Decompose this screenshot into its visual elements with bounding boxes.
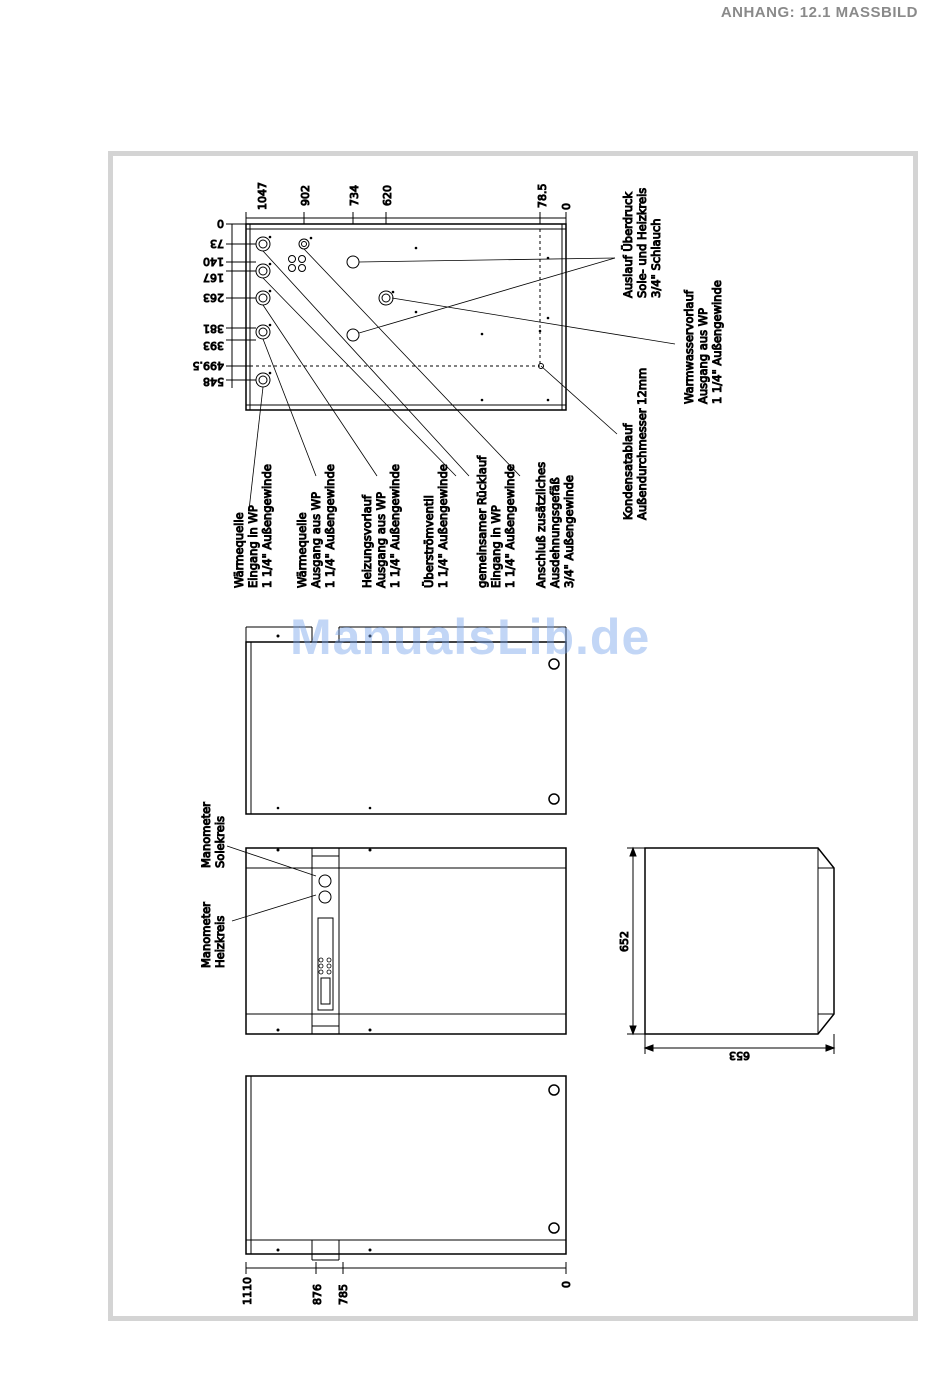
dim-top-0: 0 xyxy=(560,203,573,210)
label-ruecklauf xyxy=(475,455,517,588)
dim-bottom-1110: 1110 xyxy=(241,1277,254,1305)
page-header: ANHANG: 12.1 MASSBILD xyxy=(720,4,918,21)
control-panel xyxy=(312,848,339,1034)
svg-text:Manometer: Manometer xyxy=(199,902,213,968)
svg-text:1 1/4" Außengewinde: 1 1/4" Außengewinde xyxy=(436,464,450,588)
top-view-outline xyxy=(246,224,566,410)
port-small-3 xyxy=(289,265,296,272)
manometer-sole xyxy=(319,875,331,887)
dim-left-263: 263 xyxy=(203,291,224,304)
svg-text:1 1/4" Außengewinde: 1 1/4" Außengewinde xyxy=(323,464,337,588)
label-ausdehnungsgefaess xyxy=(534,462,576,588)
dim-plan-depth: 652 xyxy=(618,931,631,952)
port-waermequelle-ausgang xyxy=(256,325,270,339)
dim-left-0: 0 xyxy=(217,217,224,230)
svg-text:Heizungsvorlauf: Heizungsvorlauf xyxy=(360,495,374,588)
label-manometer-sole xyxy=(199,802,227,868)
label-waermequelle-eingang xyxy=(232,464,274,588)
svg-text:Überströmventil: Überströmventil xyxy=(422,495,436,588)
dim-bottom-876: 876 xyxy=(311,1284,324,1305)
dim-left-548: 548 xyxy=(203,375,224,388)
svg-text:Heizkreis: Heizkreis xyxy=(213,915,227,968)
svg-text:Auslauf Überdruck: Auslauf Überdruck xyxy=(621,192,635,298)
top-view xyxy=(226,212,675,510)
svg-text:1 1/4" Außengewinde: 1 1/4" Außengewinde xyxy=(710,280,724,404)
dim-bottom-0: 0 xyxy=(560,1281,573,1288)
dim-left-140: 140 xyxy=(203,255,224,268)
svg-text:Ausdehnungsgefäß: Ausdehnungsgefäß xyxy=(548,477,562,588)
watermark: ManualsLib.de xyxy=(290,609,651,665)
svg-text:Eingang in WP: Eingang in WP xyxy=(246,505,260,588)
port-small-4 xyxy=(299,265,306,272)
label-manometer-heiz xyxy=(199,902,227,968)
port-extra xyxy=(256,373,270,387)
svg-text:3/4" Schlauch: 3/4" Schlauch xyxy=(649,218,663,298)
dim-top-78-5: 78.5 xyxy=(536,183,549,208)
label-ueberstroemventil xyxy=(420,464,450,588)
dim-left-393: 393 xyxy=(203,339,224,352)
svg-text:Ausgang aus WP: Ausgang aus WP xyxy=(696,307,710,404)
svg-text:3/4" Außengewinde: 3/4" Außengewinde xyxy=(562,475,576,588)
port-small-1 xyxy=(289,256,296,263)
dim-top-1047: 1047 xyxy=(256,182,269,210)
dim-left-499-5: 499.5 xyxy=(192,359,224,372)
dim-left-73: 73 xyxy=(210,237,224,250)
port-auslauf-2 xyxy=(347,329,359,341)
dim-top-902: 902 xyxy=(299,185,312,206)
front-view xyxy=(227,846,566,1034)
side-view-2 xyxy=(246,1076,566,1274)
svg-text:Ausgang aus WP: Ausgang aus WP xyxy=(374,491,388,588)
svg-text:Sole- und Heizkreis: Sole- und Heizkreis xyxy=(635,187,649,298)
leader-lines xyxy=(249,249,675,510)
dim-top-620: 620 xyxy=(381,185,394,206)
svg-text:gemeinsamer Rücklauf: gemeinsamer Rücklauf xyxy=(475,455,489,588)
svg-text:1 1/4" Außengewinde: 1 1/4" Außengewinde xyxy=(388,464,402,588)
dim-bottom-785: 785 xyxy=(337,1284,350,1305)
plan-view xyxy=(627,848,834,1054)
label-heizungsvorlauf xyxy=(360,464,402,588)
svg-text:Anschluß zusätzliches: Anschluß zusätzliches xyxy=(534,461,548,588)
svg-text:Kondensatablauf: Kondensatablauf xyxy=(621,423,635,520)
svg-text:1 1/4" Außengewinde: 1 1/4" Außengewinde xyxy=(503,464,517,588)
label-kondensatablauf xyxy=(621,368,649,520)
port-auslauf-1 xyxy=(347,256,359,268)
port-ausdehnung xyxy=(299,239,309,249)
svg-text:1 1/4" Außengewinde: 1 1/4" Außengewinde xyxy=(260,464,274,588)
port-warmwasser xyxy=(379,291,393,305)
svg-text:Wärmequelle: Wärmequelle xyxy=(232,512,246,588)
svg-text:Außendurchmesser 12mm: Außendurchmesser 12mm xyxy=(635,367,649,520)
dim-left-167: 167 xyxy=(203,271,224,284)
label-waermequelle-ausgang xyxy=(295,464,337,588)
svg-text:Wärmequelle: Wärmequelle xyxy=(295,512,309,588)
svg-text:Warmwasservorlauf: Warmwasservorlauf xyxy=(682,290,696,404)
port-waermequelle-eingang xyxy=(256,237,270,251)
port-small-2 xyxy=(299,256,306,263)
port-heizungsvorlauf xyxy=(256,291,270,305)
svg-text:Manometer: Manometer xyxy=(199,802,213,868)
dim-plan-width: 653 xyxy=(729,1049,750,1062)
label-warmwasser xyxy=(682,280,724,404)
svg-text:Eingang in WP: Eingang in WP xyxy=(489,505,503,588)
svg-text:Solekreis: Solekreis xyxy=(213,815,227,868)
manometer-heiz xyxy=(319,891,331,903)
label-auslauf xyxy=(619,188,663,298)
dim-left-381: 381 xyxy=(203,322,224,335)
port-ruecklauf xyxy=(256,264,270,278)
dim-top-734: 734 xyxy=(348,185,361,206)
svg-text:Ausgang aus WP: Ausgang aus WP xyxy=(309,491,323,588)
